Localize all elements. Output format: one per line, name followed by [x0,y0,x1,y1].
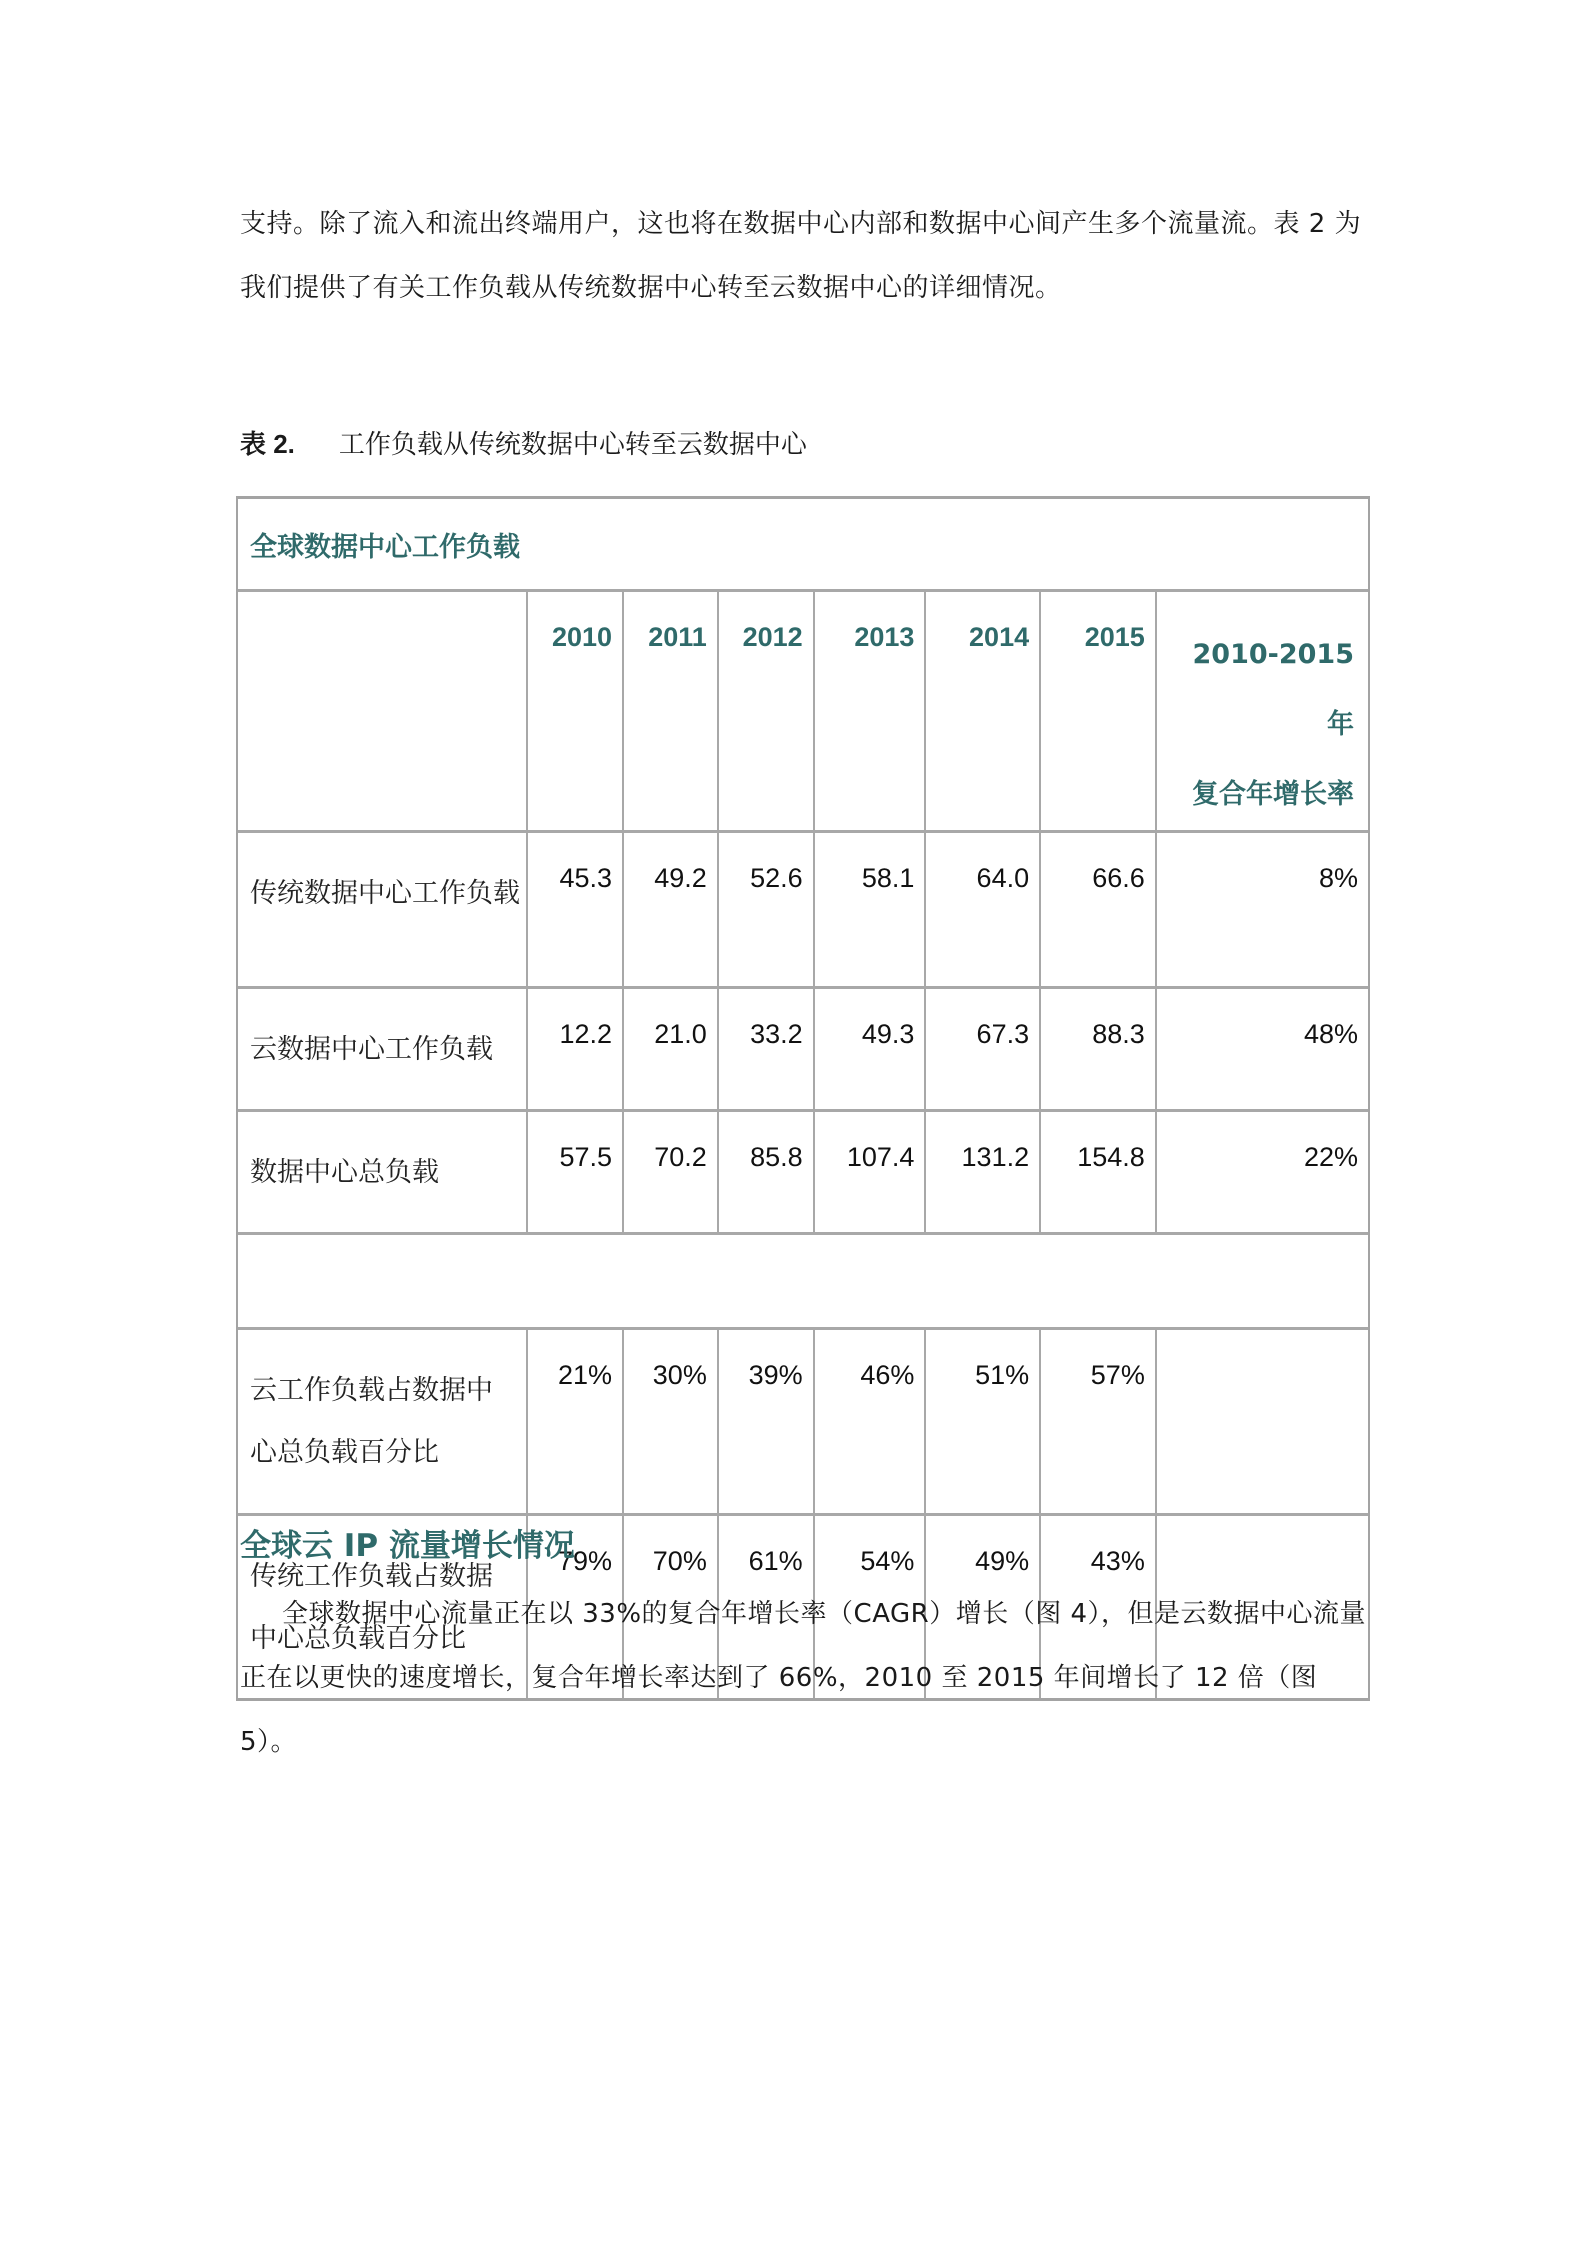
cell-value: 49% [926,1516,1041,1698]
cell-value: 51% [926,1330,1041,1516]
cell-value: 58.1 [815,833,927,989]
col-header-2011: 2011 [624,592,719,833]
table-row [238,1112,1368,1235]
cell-value: 70.2 [624,1112,719,1235]
row-label: 云数据中心工作负载 [238,989,528,1112]
header-empty-cell [238,592,528,833]
table-row [238,989,1368,1112]
header-row [238,592,1368,833]
empty-spacer-cell [238,1235,1368,1330]
col-header-2012: 2012 [719,592,815,833]
table-row [238,1330,1368,1516]
caption-text: 工作负载从传统数据中心转至云数据中心 [338,430,807,460]
row-label: 传统数据中心工作负载 [238,833,528,989]
cagr-header-line1: 2010-2015 年 [1192,639,1354,740]
cell-value: 88.3 [1041,989,1157,1112]
cell-value: 154.8 [1041,1112,1157,1235]
cell-value: 64.0 [926,833,1041,989]
cell-value: 43% [1041,1516,1157,1698]
caption-label: 表 2. [240,429,295,459]
cell-value: 49.3 [815,989,927,1112]
cell-value: 107.4 [815,1112,927,1235]
section-heading: 全球云 IP 流量增长情况 [240,1528,575,1564]
col-header-2014: 2014 [926,592,1041,833]
cell-cagr [1157,1330,1368,1516]
body-paragraph: 全球数据中心流量正在以 33%的复合年增长率（CAGR）增长（图 4），但是云数据中心流量正在以更快的速度增长，复合年增长率达到了 66%，2010 至 2015 年间增长了 12 倍（图 5）。 [240,1599,1367,1757]
row-label: 数据中心总负载 [238,1112,528,1235]
intro-paragraph: 支持。除了流入和流出终端用户，这也将在数据中心内部和数据中心间产生多个流量流。表 2 为我们提供了有关工作负载从传统数据中心转至云数据中心的详细情况。 [240,209,1362,303]
cell-value: 57.5 [528,1112,624,1235]
cagr-header-line2: 复合年增长率 [1192,779,1354,810]
cell-cagr: 8% [1157,833,1368,989]
cell-value: 67.3 [926,989,1041,1112]
col-header-2013: 2013 [815,592,927,833]
col-header-cagr [1157,592,1368,833]
cell-value: 12.2 [528,989,624,1112]
cell-value: 30% [624,1330,719,1516]
cell-value: 21% [528,1330,624,1516]
cell-value: 70% [624,1516,719,1698]
table-row [238,833,1368,989]
cell-value: 54% [815,1516,927,1698]
table-caption [240,424,807,461]
cell-value: 46% [815,1330,927,1516]
table-title: 全球数据中心工作负载 [238,499,1368,592]
cell-value: 131.2 [926,1112,1041,1235]
spacer-row [238,1235,1368,1330]
cell-value: 57% [1041,1330,1157,1516]
cell-value: 66.6 [1041,833,1157,989]
col-header-2015: 2015 [1041,592,1157,833]
row-label: 云工作负载占数据中心总负载百分比 [238,1330,528,1516]
cell-value: 85.8 [719,1112,815,1235]
cell-value: 49.2 [624,833,719,989]
cell-value: 52.6 [719,833,815,989]
cell-value: 39% [719,1330,815,1516]
cell-value: 61% [719,1516,815,1698]
cell-cagr: 22% [1157,1112,1368,1235]
cell-cagr: 48% [1157,989,1368,1112]
col-header-2010: 2010 [528,592,624,833]
cell-value: 33.2 [719,989,815,1112]
row-label: 传统工作负载占数据中心总负载百分比 [238,1516,528,1698]
cell-value: 45.3 [528,833,624,989]
cell-value: 79% [528,1516,624,1698]
cell-value: 21.0 [624,989,719,1112]
